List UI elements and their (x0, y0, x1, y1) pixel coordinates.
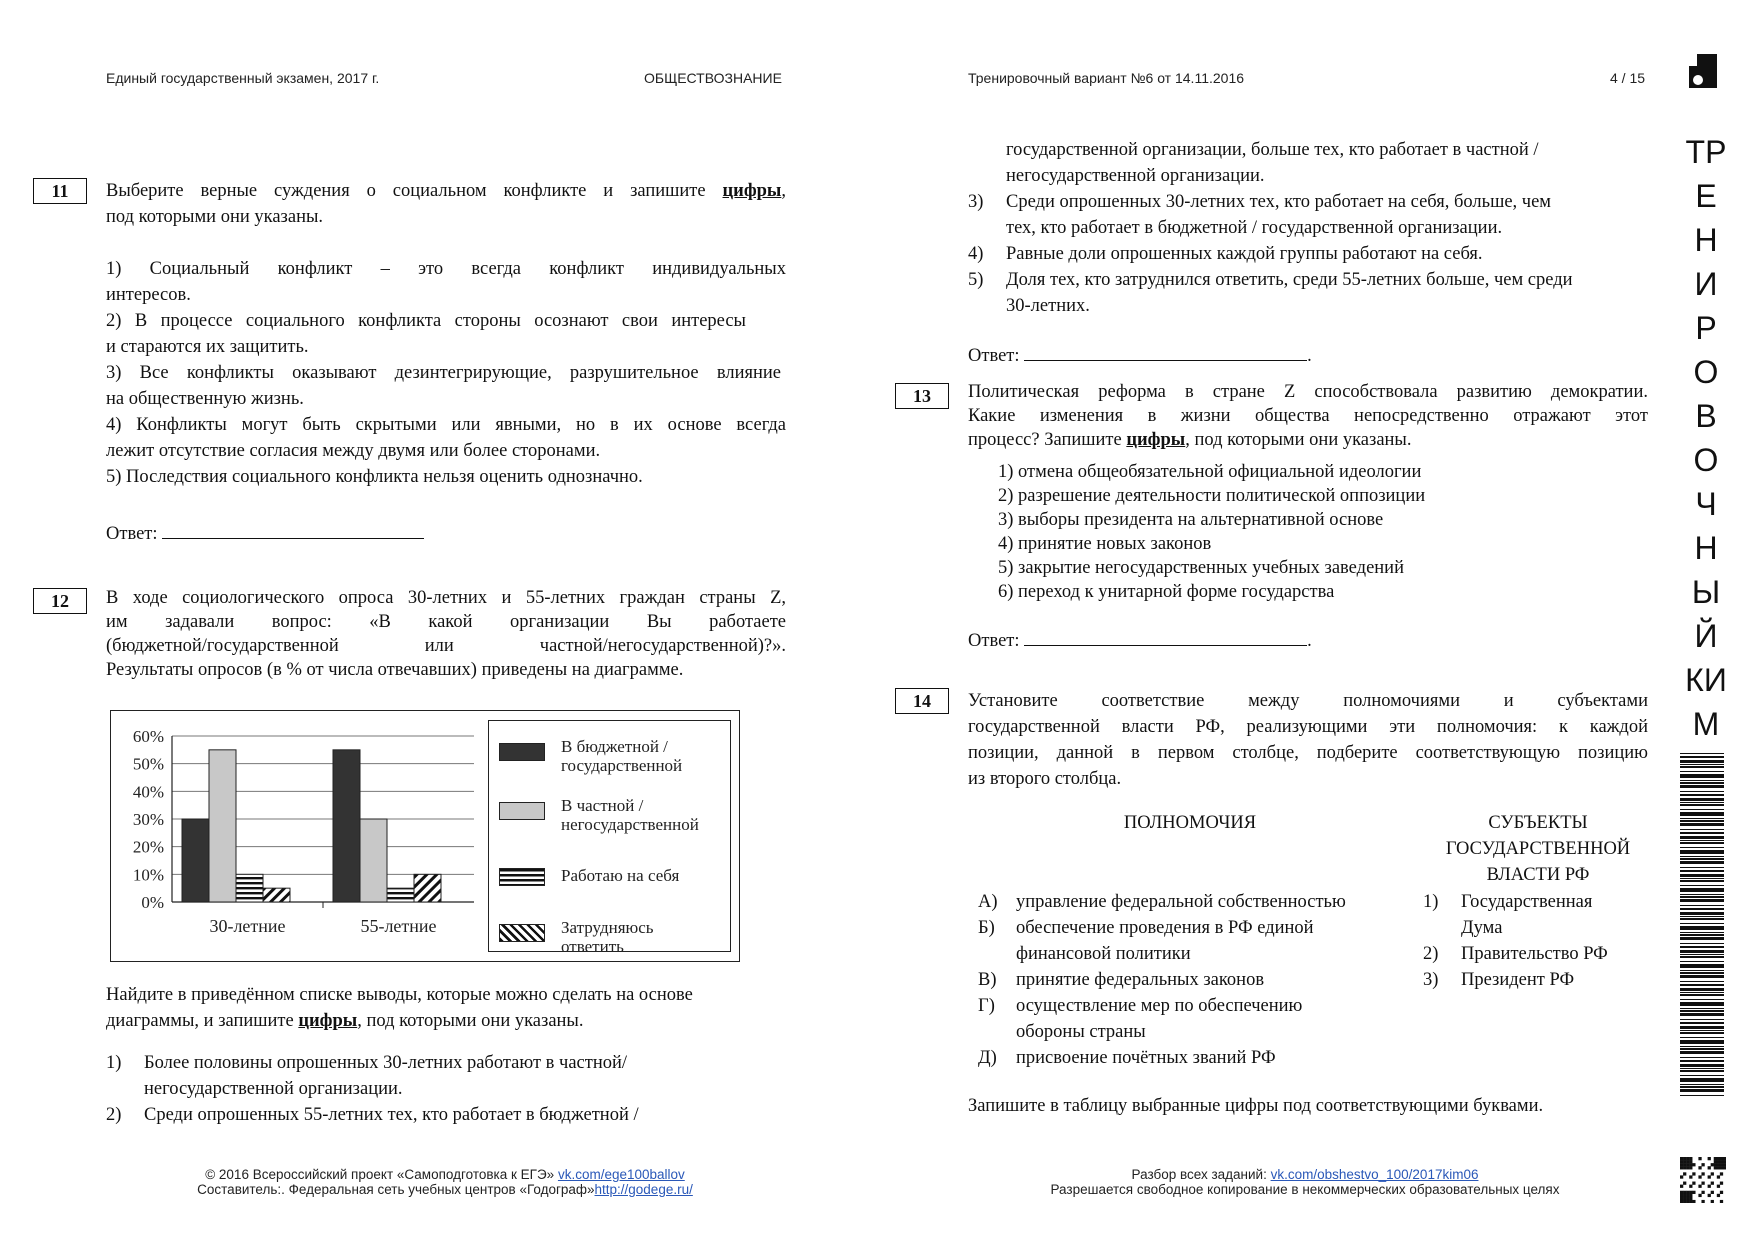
q13-option-2: 2) разрешение деятельности политической оппозиции (998, 486, 1426, 506)
barcode-bar (1680, 1008, 1724, 1009)
chart-plot (112, 712, 488, 960)
qr-module (1683, 1191, 1686, 1194)
q12-task: Найдите в приведённом списке выводы, которые можно сделать на основе диаграммы, и запишите цифры, под которыми они указаны. (106, 985, 693, 1031)
qr-module (1683, 1172, 1686, 1175)
q14-power-a: А) управление федеральной собственностью (978, 892, 1346, 912)
barcode-bar (1680, 794, 1724, 796)
qr-module (1714, 1163, 1717, 1166)
qr-module (1692, 1200, 1695, 1203)
barcode-bar (1680, 885, 1724, 886)
q12-options-part2: государственной организации, больше тех, кто работает в частной / негосударственной организации. 3) Среди опрошенных 30-летних тех, кто работает на себя, больше, чем тех, кто работает в бюджетной / государственной организации. 4) Равные доли опрошенных каждой группы работают на себя. 5) Доля тех, кто затруднился ответить, среди 55-летних больше, чем среди 30-летних. (968, 137, 1648, 319)
barcode-bar (1680, 905, 1724, 906)
qr-module (1692, 1182, 1695, 1185)
barcode-bar (1680, 870, 1724, 872)
barcode-bar (1680, 1048, 1724, 1050)
corner-logo (1689, 54, 1717, 88)
qr-module (1720, 1182, 1723, 1185)
y-tick-label: 0% (141, 893, 164, 912)
legend-label: В бюджетной / государственной (561, 737, 683, 775)
q12-intro: В ходе социологического опроса 30-летних и 55-летних граждан страны Z, им задавали вопрос: «В какой организации Вы работаете (бюджетной/государственной или частной/негосударственной)?». Результаты опросов (в % от числа отвечавших) приведены на диаграмме. (106, 588, 786, 680)
barcode-bar (1680, 956, 1724, 958)
q11-answer-field[interactable] (162, 520, 424, 539)
q12-answer-field[interactable] (1024, 342, 1307, 361)
header-variant: Тренировочный вариант №6 от 14.11.2016 (968, 70, 1245, 86)
qr-module (1708, 1194, 1711, 1197)
barcode-bar (1680, 888, 1724, 892)
qr-module (1689, 1200, 1692, 1203)
barcode-bar (1680, 880, 1724, 882)
qr-module (1717, 1160, 1720, 1163)
qr-module (1723, 1157, 1726, 1160)
qr-module (1717, 1157, 1720, 1160)
qr-module (1720, 1172, 1723, 1175)
barcode-bar (1680, 984, 1724, 986)
bar (182, 819, 209, 902)
barcode-bar (1680, 1086, 1724, 1088)
barcode-bar (1680, 1022, 1724, 1024)
qr-module (1689, 1191, 1692, 1194)
barcode-bar (1680, 899, 1724, 902)
q14-power-d: Г) осуществление мер по обеспечению обороны страны (978, 996, 1303, 1042)
qr-module (1686, 1191, 1689, 1194)
qr-module (1701, 1191, 1704, 1194)
bar (333, 750, 360, 902)
page-number: 4 / 15 (1610, 70, 1646, 86)
barcode-bar (1680, 809, 1724, 810)
barcode-bar (1680, 1032, 1724, 1034)
q12-answer: Ответ: . (968, 342, 1312, 369)
barcode-bar (1680, 760, 1724, 763)
barcode-bar (1680, 818, 1724, 819)
qr-module (1708, 1157, 1711, 1160)
x-category-label: 30-летние (209, 916, 286, 936)
legend-label: В частной / негосударственной (561, 796, 699, 834)
side-watermark (1676, 130, 1736, 746)
q14-intro: Установите соответствие между полномочиями и субъектами государственной власти РФ, реализующими эти полномочия: к каждой позиции, данной в первом столбце, подберите соответствующую позицию из второго столбца. (968, 691, 1648, 789)
qr-module (1692, 1163, 1695, 1166)
barcode-bar (1680, 896, 1724, 898)
qr-module (1711, 1200, 1714, 1203)
q12-option-2: 2) Среди опрошенных 55-летних тех, кто работает в бюджетной / (106, 1105, 639, 1125)
watermark-letter: О (1693, 442, 1719, 478)
qr-module (1723, 1163, 1726, 1166)
barcode-bar (1680, 999, 1724, 1000)
barcode-bar (1680, 798, 1724, 801)
barcode-bar (1680, 1046, 1724, 1047)
qr-module (1683, 1200, 1686, 1203)
watermark-letter: Е (1695, 178, 1717, 214)
barcode-bar (1680, 840, 1724, 841)
question-number-12: 12 (33, 588, 87, 614)
barcode-bar (1680, 1030, 1724, 1031)
qr-module (1680, 1197, 1683, 1200)
watermark-letter: Й (1694, 618, 1718, 654)
q13-option-6: 6) переход к унитарной форме государства (998, 582, 1335, 602)
watermark-letter: ТР (1685, 134, 1727, 170)
qr-module (1711, 1182, 1714, 1185)
qr-module (1680, 1194, 1683, 1197)
footer-link-vk-obshestvo[interactable]: vk.com/obshestvo_100/2017kim06 (1270, 1167, 1479, 1182)
qr-module (1717, 1166, 1720, 1169)
barcode-bar (1680, 856, 1724, 857)
q14-powers-list (978, 889, 1398, 1071)
barcode-bar (1680, 1070, 1724, 1072)
barcode-bar (1680, 954, 1724, 955)
qr-module (1686, 1160, 1689, 1163)
qr-module (1683, 1182, 1686, 1185)
barcode-bar (1680, 994, 1724, 996)
barcode-bar (1680, 820, 1724, 822)
qr-module (1720, 1157, 1723, 1160)
barcode-bar (1680, 1010, 1724, 1012)
y-tick-label: 10% (132, 865, 164, 885)
y-tick-label: 50% (132, 754, 164, 774)
legend-swatch (499, 924, 545, 942)
q11-options: 1) Социальный конфликт – это всегда конфликт индивидуальных интересов. 2) В процессе социального конфликта стороны осознают свои интересы и стараются их защитить. 3) Все конфликты оказывают дезинтегрирующие, разрушительное влияние на общественную жизнь. 4) Конфликты могут быть скрытыми или явными, но в их основе всегда лежит отсутствие согласия между двумя или более сторонами. 5) Последствия социального конфликта нельзя оценить однозначно. (106, 259, 786, 487)
barcode-bar (1680, 782, 1724, 784)
watermark-letter: В (1695, 398, 1717, 434)
qr-module (1717, 1175, 1720, 1178)
q11-intro: Выберите верные суждения о социальном конфликте и запишите цифры, под которыми они указаны. (106, 181, 786, 227)
barcode-bar (1680, 926, 1724, 930)
watermark-letter: Ч (1695, 486, 1717, 522)
qr-module (1683, 1160, 1686, 1163)
qr-module (1720, 1200, 1723, 1203)
barcode-bar (1680, 916, 1724, 917)
barcode-bar (1680, 850, 1724, 854)
barcode-bar (1680, 780, 1724, 781)
watermark-letter: КИ (1685, 662, 1727, 698)
qr-module (1723, 1160, 1726, 1163)
qr-module (1701, 1200, 1704, 1203)
footer-left: © 2016 Всероссийский проект «Самоподготовка к ЕГЭ» vk.com/ege100ballov Составитель:. Федеральная сеть учебных центров «Годограф»http://godege.ru/ (197, 1167, 693, 1197)
barcode-bar (1680, 878, 1724, 879)
q13-answer-field[interactable] (1024, 627, 1307, 646)
q14-subjects-list (1423, 889, 1663, 993)
barcode-bar (1680, 1002, 1724, 1006)
qr-module (1708, 1166, 1711, 1169)
qr-module (1698, 1185, 1701, 1188)
question-number-11: 11 (33, 178, 87, 204)
barcode-bar (1680, 894, 1724, 895)
watermark-letter: О (1693, 354, 1719, 390)
qr-module (1711, 1172, 1714, 1175)
barcode-bar (1680, 1057, 1724, 1058)
barcode-bar (1680, 847, 1724, 848)
footer-link-godege[interactable]: http://godege.ru/ (594, 1182, 693, 1197)
qr-module (1680, 1160, 1683, 1163)
barcode-bar (1680, 964, 1724, 968)
qr-module (1698, 1157, 1701, 1160)
q12-option-3: 3) Среди опрошенных 30-летних тех, кто работает на себя, больше, чем тех, кто работает в бюджетной / государственной организации. (968, 192, 1552, 238)
qr-module (1689, 1166, 1692, 1169)
q14-power-b: Б) обеспечение проведения в РФ единой финансовой политики (978, 918, 1314, 964)
barcode-bar (1680, 1089, 1724, 1092)
barcode-bar (1680, 912, 1724, 915)
legend-label: Затрудняюсь ответить (561, 918, 654, 956)
legend-swatch (499, 868, 545, 886)
qr-module (1720, 1163, 1723, 1166)
barcode-bar (1680, 858, 1724, 860)
barcode-bar (1680, 988, 1724, 991)
q14-power-c: В) принятие федеральных законов (978, 970, 1265, 990)
legend-swatch (499, 743, 545, 761)
q13-option-3: 3) выборы президента на альтернативной основе (998, 510, 1384, 530)
q13-intro: Политическая реформа в стране Z способствовала развитию демократии. Какие изменения в жизни общества непосредственно отражают этот процесс? Запишите цифры, под которыми они указаны. (968, 382, 1648, 450)
barcode-bar (1680, 1019, 1724, 1020)
y-tick-label: 40% (132, 782, 164, 802)
q14-col2-header: СУБЪЕКТЫ ГОСУДАРСТВЕННОЙ ВЛАСТИ РФ (1445, 813, 1631, 885)
barcode-bar (1680, 992, 1724, 993)
qr-module (1689, 1194, 1692, 1197)
q12-option-1: 1) Более половины опрошенных 30-летних работают в частной/ негосударственной организации. (106, 1053, 628, 1099)
barcode-bar (1680, 943, 1724, 944)
qr-module (1683, 1163, 1686, 1166)
q14-subject-2: 2) Правительство РФ (1423, 944, 1608, 964)
question-number-13: 13 (895, 383, 949, 409)
qr-module (1689, 1163, 1692, 1166)
barcode-bar (1680, 918, 1724, 920)
q13-answer: Ответ: . (968, 627, 1312, 654)
qr-module (1711, 1163, 1714, 1166)
qr-module (1680, 1166, 1683, 1169)
q13-option-5: 5) закрытие негосударственных учебных заведений (998, 558, 1404, 578)
qr-module (1701, 1182, 1704, 1185)
barcode-bar (1680, 950, 1724, 953)
qr-module (1689, 1197, 1692, 1200)
barcode-bar (1680, 972, 1724, 974)
legend-swatch (499, 802, 545, 820)
barcode-bar (1680, 961, 1724, 962)
barcode-bar (1680, 934, 1724, 936)
q12-option-4: 4) Равные доли опрошенных каждой группы работают на себя. (968, 244, 1483, 264)
qr-module (1708, 1175, 1711, 1178)
y-tick-label: 20% (132, 837, 164, 857)
watermark-letter: Р (1695, 310, 1717, 346)
qr-module (1714, 1160, 1717, 1163)
barcode-bar (1680, 774, 1724, 778)
qr-module (1686, 1197, 1689, 1200)
qr-module (1717, 1163, 1720, 1166)
watermark-letter: Н (1694, 530, 1718, 566)
barcode-bar (1680, 932, 1724, 933)
q12-option-5: 5) Доля тех, кто затруднился ответить, среди 55-летних больше, чем среди 30-летних. (968, 270, 1573, 316)
footer-right: Разбор всех заданий: vk.com/obshestvo_100/2017kim06 Разрешается свободное копирование в некоммерческих образовательных целях (1050, 1167, 1560, 1197)
bar (236, 874, 263, 902)
barcode-bar (1680, 1068, 1724, 1069)
qr-module (1717, 1194, 1720, 1197)
barcode-bar (1680, 804, 1724, 806)
q11-answer: Ответ: (106, 520, 424, 547)
q14-power-e: Д) присвоение почётных званий РФ (978, 1048, 1276, 1068)
qr-module (1708, 1185, 1711, 1188)
qr-module (1683, 1194, 1686, 1197)
qr-module (1680, 1200, 1683, 1203)
qr-module (1680, 1157, 1683, 1160)
barcode-bar (1680, 785, 1724, 788)
header-exam-title: Единый государственный экзамен, 2017 г. (106, 70, 380, 86)
barcode-bar (1680, 1075, 1724, 1076)
barcode-bar (1680, 764, 1724, 765)
barcode-bar (1680, 970, 1724, 971)
qr-module (1711, 1191, 1714, 1194)
qr-module (1680, 1163, 1683, 1166)
header-subject: ОБЩЕСТВОЗНАНИЕ (644, 70, 782, 86)
barcode-bar (1680, 1040, 1724, 1044)
q14-subject-1: 1) Государственная Дума (1423, 892, 1593, 938)
barcode-bar (1680, 981, 1724, 982)
qr-module (1686, 1194, 1689, 1197)
barcode-bar (1680, 771, 1724, 772)
qr-module (1686, 1166, 1689, 1169)
qr-module (1723, 1166, 1726, 1169)
qr-module (1683, 1157, 1686, 1160)
barcode-bar (1680, 874, 1724, 877)
bar (209, 750, 236, 902)
y-tick-label: 30% (132, 810, 164, 829)
qr-module (1720, 1160, 1723, 1163)
barcode-bar (1680, 753, 1724, 754)
qr-module (1683, 1166, 1686, 1169)
barcode-bar (1680, 867, 1724, 868)
qr-module (1689, 1157, 1692, 1160)
watermark-letter: Ы (1691, 574, 1721, 610)
q14-col1-header: ПОЛНОМОЧИЯ (1123, 813, 1257, 833)
y-tick-label: 60% (132, 727, 164, 746)
qr-module (1698, 1166, 1701, 1169)
barcode-bar (1680, 812, 1724, 816)
bar (360, 819, 387, 902)
qr-module (1701, 1163, 1704, 1166)
footer-link-vk-ege[interactable]: vk.com/ege100ballov (557, 1167, 685, 1182)
qr-module (1698, 1175, 1701, 1178)
qr-module (1680, 1191, 1683, 1194)
bar (414, 874, 441, 902)
qr-module (1720, 1191, 1723, 1194)
barcode-bar (1680, 861, 1724, 864)
qr-module (1680, 1175, 1683, 1178)
legend-label: Работаю на себя (561, 866, 680, 885)
barcode-bar (1680, 1084, 1724, 1085)
barcode-bar (1680, 829, 1724, 830)
barcode-bar (1680, 836, 1724, 839)
barcode-bar (1680, 975, 1724, 978)
barcode-bar (1680, 832, 1724, 834)
barcode-bar (1680, 923, 1724, 924)
barcode-bar (1680, 946, 1724, 948)
qr-module (1683, 1197, 1686, 1200)
qr-module (1720, 1166, 1723, 1169)
question-number-14: 14 (895, 688, 949, 714)
barcode-bar (1680, 802, 1724, 803)
qr-module (1692, 1191, 1695, 1194)
bar (387, 888, 414, 902)
barcode-bar (1680, 1060, 1724, 1062)
qr-module (1701, 1172, 1704, 1175)
qr-module (1698, 1194, 1701, 1197)
qr-module (1686, 1200, 1689, 1203)
qr-module (1689, 1175, 1692, 1178)
watermark-letter: Н (1694, 222, 1718, 258)
q13-options (998, 460, 1638, 604)
barcode-bar (1680, 1026, 1724, 1029)
qr-module (1714, 1166, 1717, 1169)
barcode-bar (1680, 1013, 1724, 1016)
barcode-bar (1680, 791, 1724, 792)
barcode-bar (1680, 908, 1724, 910)
qr-module (1689, 1160, 1692, 1163)
q12-options-part1 (106, 1050, 786, 1128)
barcode-bar (1680, 766, 1724, 768)
qr-module (1714, 1157, 1717, 1160)
qr-module (1692, 1172, 1695, 1175)
q13-option-4: 4) принятие новых законов (998, 534, 1212, 554)
qr-module (1689, 1185, 1692, 1188)
qr-module (1680, 1185, 1683, 1188)
qr-module (1717, 1185, 1720, 1188)
barcode-bar (1680, 1037, 1724, 1038)
qr-code (1680, 1157, 1726, 1203)
barcode-bar (1680, 1051, 1724, 1054)
q14-instruction: Запишите в таблицу выбранные цифры под соответствующими буквами. (968, 1096, 1544, 1116)
bar (263, 888, 290, 902)
barcode-bar (1680, 823, 1724, 826)
barcode-bar (1680, 756, 1724, 758)
q14-subject-3: 3) Президент РФ (1423, 970, 1575, 990)
barcode-bar (1680, 937, 1724, 940)
x-category-label: 55-летние (360, 916, 437, 936)
qr-module (1686, 1163, 1689, 1166)
barcode-bar (1680, 842, 1724, 844)
barcode-bar (1680, 1078, 1724, 1082)
barcode (1680, 753, 1724, 1098)
barcode-bar (1680, 1095, 1724, 1096)
q13-option-1: 1) отмена общеобязательной официальной идеологии (998, 462, 1422, 482)
chart-legend (488, 720, 731, 956)
barcode-bar (1680, 1064, 1724, 1067)
qr-module (1686, 1157, 1689, 1160)
watermark-letter: И (1694, 266, 1718, 302)
bar-chart (112, 712, 488, 960)
watermark-letter: М (1692, 706, 1720, 742)
